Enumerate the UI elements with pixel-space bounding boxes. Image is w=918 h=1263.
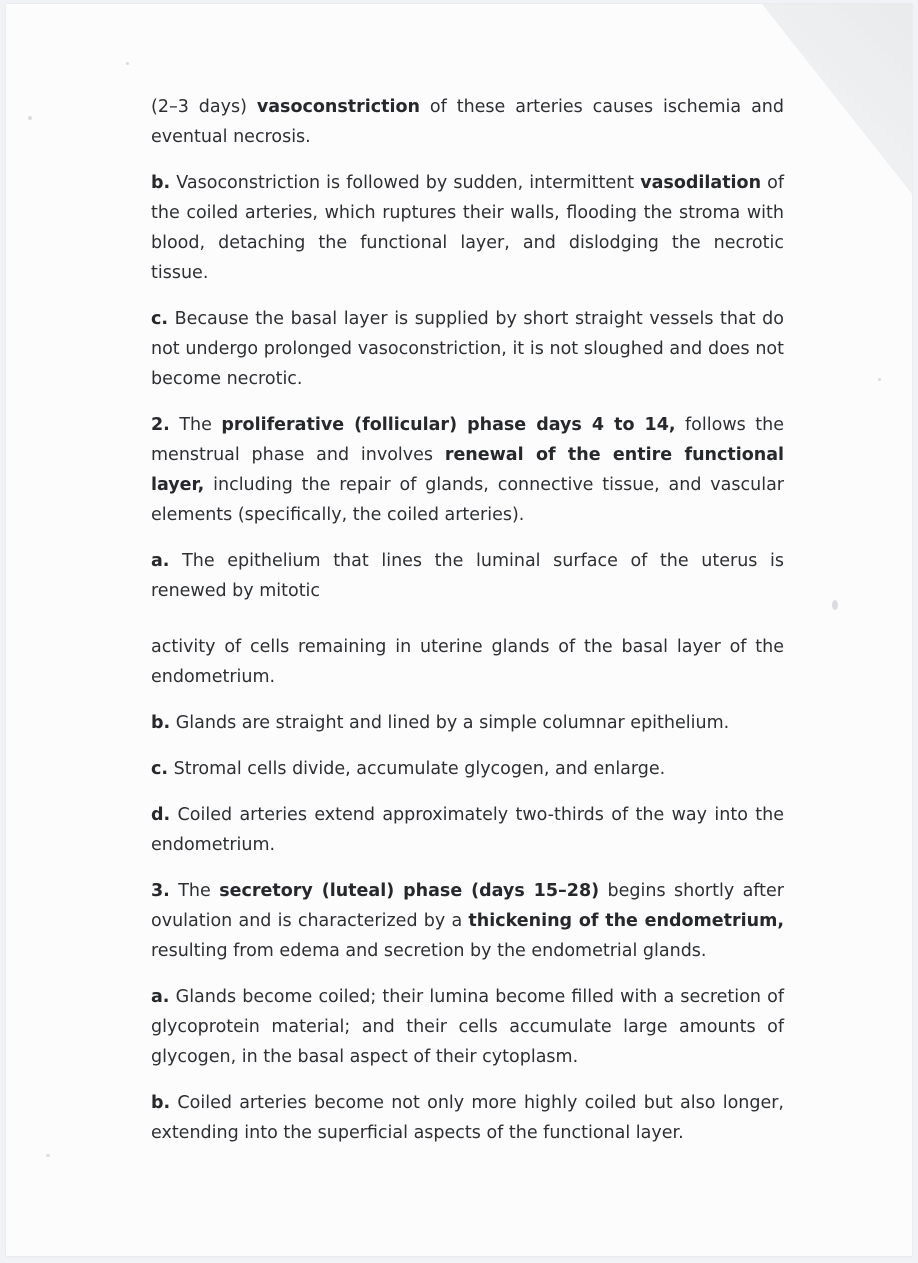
paragraph-a-epithelium: a. The epithelium that lines the luminal surface of the uterus is renewed by mitotic (151, 551, 784, 601)
paragraph-vasoconstriction: (2–3 days) vasoconstriction of these arteries causes ischemia and eventual necrosis. (151, 97, 784, 147)
scan-speck (878, 378, 881, 381)
body-text (151, 92, 784, 1148)
paragraph-d-coiled-arteries: d. Coiled arteries extend approximately two-thirds of the way into the endometrium. (151, 805, 784, 855)
paragraph-b-glands-straight: b. Glands are straight and lined by a simple columnar epithelium. (151, 713, 730, 733)
scan-speck (126, 62, 129, 65)
scan-speck (28, 116, 32, 120)
paragraph-a-glands-coiled: a. Glands become coiled; their lumina become filled with a secretion of glycoprotein material; and their cells accumulate large amounts of glycogen, in the basal aspect of their cytoplasm. (151, 987, 784, 1067)
paragraph-2-proliferative-phase: 2. The proliferative (follicular) phase days 4 to 14, follows the menstrual phase and involves renewal of the entire functional layer, including the repair of glands, connective tissue, and vascular elements (specifically, the coiled arteries). (151, 415, 785, 525)
folded-corner (762, 4, 912, 194)
paragraph-3-secretory-phase: 3. The secretory (luteal) phase (days 15–28) begins shortly after ovulation and is characterized by a thickening of the endometrium, resulting from edema and secretion by the endometrial glands. (151, 881, 784, 961)
paragraph-b-vasodilation: b. Vasoconstriction is followed by sudden, intermittent vasodilation of the coiled arteries, which ruptures their walls, flooding the stroma with blood, detaching the functional layer, and dislodging the necrotic tissue. (151, 173, 785, 283)
paragraph-b-coiled-arteries-longer: b. Coiled arteries become not only more highly coiled but also longer, extending into the superficial aspects of the functional layer. (151, 1093, 784, 1143)
paragraph-c-basal-layer: c. Because the basal layer is supplied by short straight vessels that do not undergo prolonged vasoconstriction, it is not sloughed and does not become necrotic. (151, 309, 784, 389)
scanned-page (6, 4, 912, 1256)
scan-speck (832, 600, 838, 610)
paragraph-mitotic-activity: activity of cells remaining in uterine glands of the basal layer of the endometrium. (151, 637, 784, 687)
scan-speck (46, 1154, 50, 1157)
paragraph-c-stromal-cells: c. Stromal cells divide, accumulate glycogen, and enlarge. (151, 759, 666, 779)
